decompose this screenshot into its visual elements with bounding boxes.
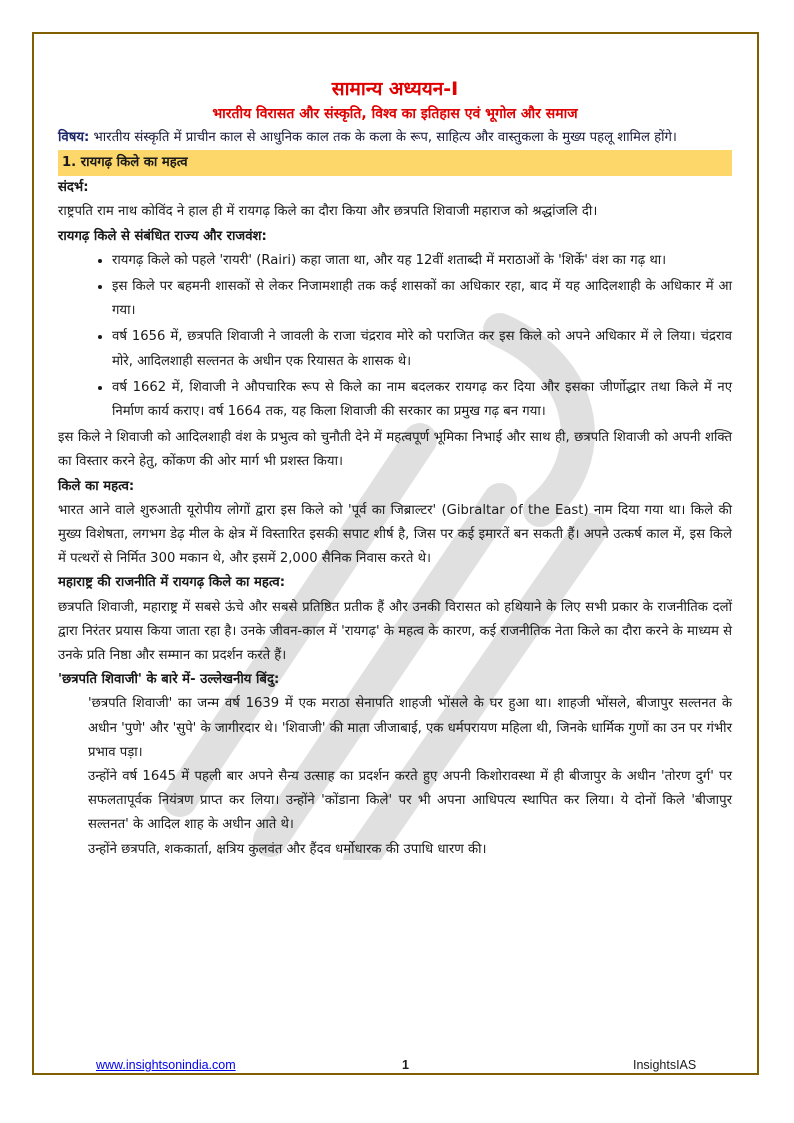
page-subtitle: भारतीय विरासत और संस्कृति, विश्व का इतिहास एवं भूगोल और समाज <box>212 106 578 122</box>
list-item: • वर्ष 1662 में, शिवाजी ने औपचारिक रूप से किले का नाम बदलकर रायगढ़ कर दिया और इसका जीर्णोद्धार तथा किले में नए निर्माण कार्य कराए। वर्ष 1664 तक, यह किला शिवाजी की सरकार का प्रमुख गढ़ बन गया। <box>112 376 732 424</box>
importance-heading: किले का महत्व: <box>58 478 135 494</box>
document-body <box>58 76 732 862</box>
shivaji-point: उन्होंने छत्रपति, शककार्ता, क्षत्रिय कुलवंत और हैंदव धर्मोधारक की उपाधि धारण की। <box>88 841 487 857</box>
list-item: • रायगढ़ किले को पहले 'रायरी' (Rairi) कहा जाता था, और यह 12वीं शताब्दी में मराठाओं के 'शिर्के' वंश का गढ़ था। <box>112 249 732 273</box>
subject-label: विषय: <box>58 130 90 145</box>
context-heading: संदर्भ: <box>58 180 89 196</box>
shivaji-point: 'छत्रपति शिवाजी' का जन्म वर्ष 1639 में एक मराठा सेनापति शाहजी भोंसले के घर हुआ था। शाहजी भोंसले, बीजापुर सल्तनत के अधीन 'पुणे' और 'सुपे' के जागीरदार थे। 'शिवाजी' की माता जीजाबाई, एक धर्मपरायण महिला थी, जिनके धार्मिक गुणों का उन पर गंभीर प्रभाव पड़ा। <box>88 696 732 760</box>
shivaji-point: उन्होंने वर्ष 1645 में पहली बार अपने सैन्य उत्साह का प्रदर्शन करते हुए अपनी किशोरावस्था में ही बीजापुर के अधीन 'तोरण दुर्ग' पर सफलतापूर्वक नियंत्रण प्राप्त कर लिया। उन्होंने 'कोंडाना किले' पर भी अपना आधिपत्य स्थापित कर लिया। ये दोनों किले 'बीजापुर सल्तनत' के आदिल शाह के अधीन आते थे। <box>88 769 732 833</box>
page-title: सामान्य अध्ययन-I <box>331 78 459 100</box>
section-heading: 1. रायगढ़ किले का महत्व <box>58 150 732 176</box>
dynasty-list <box>58 249 732 424</box>
politics-text: छत्रपति शिवाजी, महाराष्ट्र में सबसे ऊंचे और सबसे प्रतिष्ठित प्रतीक हैं और उनकी विरासत को हथियाने के लिए सभी प्रकार के राजनीतिक दलों द्वारा निरंतर प्रयास किया जाता रहा है। उनके जीवन-काल में 'रायगढ़' के महत्व के कारण, कई राजनीतिक नेता किले का दौरा करने के माध्यम से उनके प्रति निष्ठा और सम्मान का प्रदर्शन करते हैं। <box>58 599 732 664</box>
subject-line <box>58 126 732 150</box>
subject-text: भारतीय संस्कृति में प्राचीन काल से आधुनिक काल तक के कला के रूप, साहित्य और वास्तुकला के मुख्य पहलू शामिल होंगे। <box>89 130 677 145</box>
importance-text: भारत आने वाले शुरुआती यूरोपीय लोगों द्वारा इस किले को 'पूर्व का जिब्राल्टर' (Gibraltar of the East) नाम दिया गया था। किले की मुख्य विशेषता, लगभग डेढ़ मील के क्षेत्र में विस्तारित इसकी सपाट शीर्ष है, जिस पर कई इमारतें बन सकती हैं। अपने उत्कर्ष काल में, इस किले में पत्थरों से निर्मित 300 मकान थे, और इसमें 2,000 सैनिक निवास करते थे। <box>58 502 732 567</box>
list-item: • वर्ष 1656 में, छत्रपति शिवाजी ने जावली के राजा चंद्रराव मोरे को पराजित कर इस किले को अपने अधिकार में ले लिया। चंद्रराव मोरे, आदिलशाही सल्तनत के अधीन एक रियासत के शासक थे। <box>112 325 732 373</box>
list-item: • इस किले पर बहमनी शासकों से लेकर निजामशाही तक कई शासकों का अधिकार रहा, बाद में यह आदिलशाही के अधिकार में आ गया। <box>112 275 732 323</box>
page-number: 1 <box>402 1058 409 1072</box>
shivaji-heading: 'छत्रपति शिवाजी' के बारे में- उल्लेखनीय बिंदु: <box>58 672 280 688</box>
dynasty-summary: इस किले ने शिवाजी को आदिलशाही वंश के प्रभुत्व को चुनौती देने में महत्वपूर्ण भूमिका निभाई और साथ ही, छत्रपति शिवाजी को अपनी शक्ति का विस्तार करने हेतु, कोंकण की ओर मार्ग भी प्रशस्त किया। <box>58 430 732 470</box>
dynasty-heading: रायगढ़ किले से संबंधित राज्य और राजवंश: <box>58 228 267 244</box>
website-link[interactable]: www.insightsonindia.com <box>96 1058 236 1072</box>
footer-brand: InsightsIAS <box>633 1058 697 1072</box>
context-text: राष्ट्रपति राम नाथ कोविंद ने हाल ही में रायगढ़ किले का दौरा किया और छत्रपति शिवाजी महाराज को श्रद्धांजलि दी। <box>58 204 598 220</box>
politics-heading: महाराष्ट्र की राजनीति में रायगढ़ किले का महत्व: <box>58 575 285 591</box>
